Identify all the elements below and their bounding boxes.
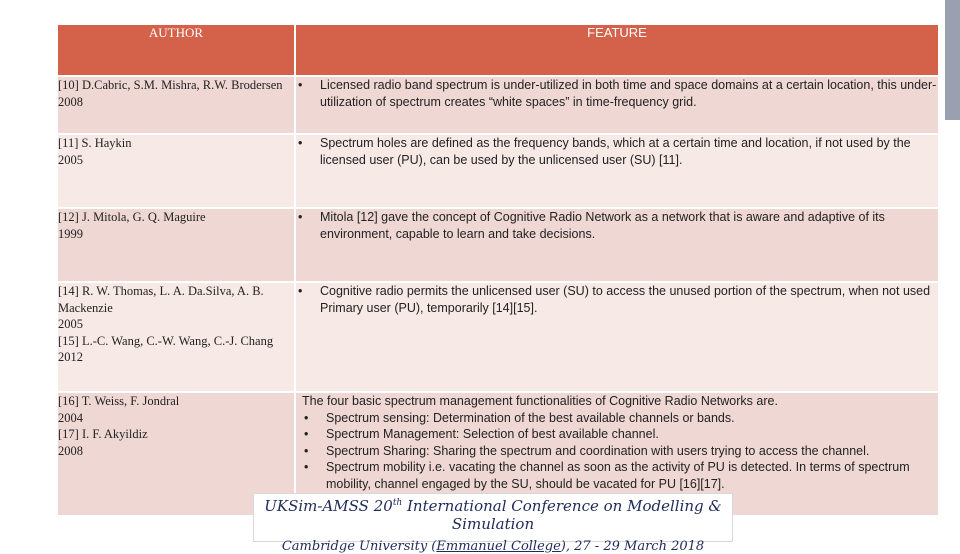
feature-text: Spectrum Management: Selection of best available channel. xyxy=(326,427,659,441)
feature-text: Mitola [12] gave the concept of Cognitive Radio Network as a network that is aware and adaptive of its environment, capable to learn and take decisions. xyxy=(320,210,885,241)
author-ref: [14] R. W. Thomas, L. A. Da.Silva, A. B. Mackenzie xyxy=(58,284,264,315)
literature-table xyxy=(56,23,940,517)
author-cell xyxy=(57,76,295,134)
feature-cell xyxy=(295,76,939,134)
feature-cell xyxy=(295,208,939,282)
author-year: 1999 xyxy=(58,226,83,241)
table-row xyxy=(57,282,939,392)
feature-cell xyxy=(295,282,939,392)
author-year: 2008 xyxy=(58,443,83,458)
author-year: 2008 xyxy=(58,94,83,109)
feature-text: Spectrum sensing: Determination of the best available channels or bands. xyxy=(326,410,735,425)
author-cell xyxy=(57,208,295,282)
author-ref: [17] I. F. Akyildiz xyxy=(58,427,148,441)
feature-cell xyxy=(295,134,939,208)
author-ref: [12] J. Mitola, G. Q. Maguire xyxy=(58,210,206,224)
bullet: • xyxy=(298,78,303,92)
table-row xyxy=(57,76,939,134)
conference-title: UKSim-AMSS 20th International Conference on Modelling & Simulation xyxy=(264,497,722,533)
author-ref: [11] S. Haykin xyxy=(58,136,132,150)
feature-text: Spectrum Sharing: Sharing the spectrum and coordination with users trying to access the channel. xyxy=(326,443,870,458)
table-row xyxy=(57,134,939,208)
bullet: • xyxy=(304,443,309,458)
college-link[interactable]: Emmanuel College xyxy=(436,539,561,554)
author-year: 2005 xyxy=(58,317,83,331)
author-year: 2004 xyxy=(58,410,83,425)
feature-text: Licensed radio band spectrum is under-utilized in both time and space domains at a certain location, this under-utilization of spectrum creates “white spaces” in time-frequency grid. xyxy=(320,78,937,109)
feature-text: Spectrum mobility i.e. vacating the channel as soon as the activity of PU is detected. In terms of spectrum mobility, channel engaged by the SU, should be vacated for PU [16][17]. xyxy=(326,460,910,491)
author-year: 2005 xyxy=(58,152,83,167)
author-cell xyxy=(57,282,295,392)
conference-banner xyxy=(253,493,733,554)
feature-text: Spectrum holes are defined as the frequency bands, which at a certain time and location, if not used by the licensed user (PU), can be used by the unlicensed user (SU) [11]. xyxy=(320,136,911,167)
bullet: • xyxy=(298,284,303,298)
author-ref: [15] L.-C. Wang, C.-W. Wang, C.-J. Chang xyxy=(58,333,274,348)
author-ref: [16] T. Weiss, F. Jondral xyxy=(58,394,180,408)
bullet: • xyxy=(304,460,309,474)
bullet: • xyxy=(304,410,309,425)
author-cell xyxy=(57,134,295,208)
author-header: AUTHOR xyxy=(57,24,295,76)
conference-venue: Cambridge University (Emmanuel College), 27 - 29 March 2018 xyxy=(281,539,705,554)
bullet: • xyxy=(298,210,303,224)
bullet: • xyxy=(298,136,303,150)
table-header-row xyxy=(57,24,939,76)
slide-edge-bar xyxy=(945,0,960,120)
author-ref: [10] D.Cabric, S.M. Mishra, R.W. Brodersen xyxy=(58,78,283,92)
feature-intro: The four basic spectrum management functionalities of Cognitive Radio Networks are. xyxy=(302,394,778,408)
feature-header: FEATURE xyxy=(295,24,939,76)
bullet: • xyxy=(304,427,309,441)
feature-text: Cognitive radio permits the unlicensed user (SU) to access the unused portion of the spectrum, when not used Primary user (PU), temporarily [14][15]. xyxy=(320,284,931,315)
table-row xyxy=(57,208,939,282)
author-year: 2012 xyxy=(58,350,83,364)
